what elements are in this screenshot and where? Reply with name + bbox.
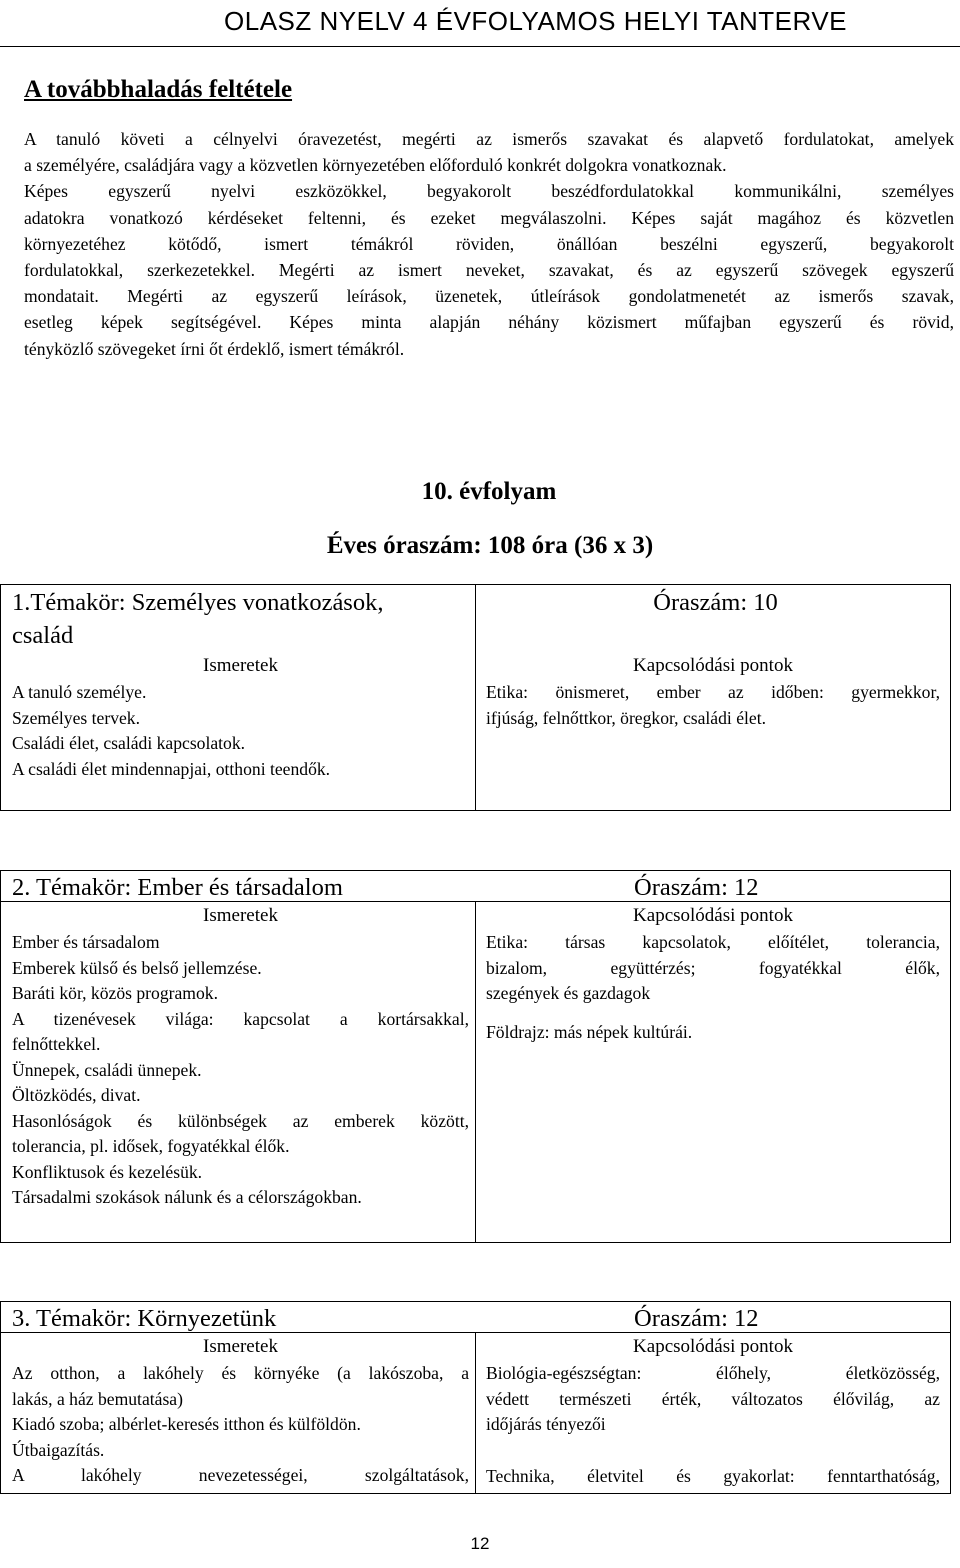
list-item: Kiadó szoba; albérlet-keresés itthon és külföldön. xyxy=(12,1414,361,1434)
list-item: Etika: társas kapcsolatok, előítélet, tolerancia, xyxy=(486,932,940,952)
topic-title: család xyxy=(12,622,74,649)
list-item: Az otthon, a lakóhely és környéke (a lakószoba, a xyxy=(12,1363,469,1383)
topic-table-1 xyxy=(0,584,951,811)
list-item: Földrajz: más népek kultúrái. xyxy=(486,1021,693,1042)
list-item: Ember és társadalom xyxy=(12,932,160,952)
intro-line: esetleg képek segítségével. Képes minta alapján néhány közismert műfajban egyszerű és rövid, xyxy=(24,312,954,333)
topic-title: 1.Témakör: Személyes vonatkozások, xyxy=(12,589,384,616)
intro-line: A tanuló követi a célnyelvi óravezetést, megérti az ismerős szavakat és alapvető fordulatokat, amelyek xyxy=(24,129,954,149)
list-item: A lakóhely nevezetességei, szolgáltatások, xyxy=(12,1465,469,1485)
list-item: Hasonlóságok és különbségek az emberek között, xyxy=(12,1110,469,1131)
column-header-knowledge: Ismeretek xyxy=(203,1336,278,1357)
topic-hours-cell xyxy=(476,585,951,653)
knowledge-cell xyxy=(1,1333,476,1494)
column-header-connections: Kapcsolódási pontok xyxy=(633,1336,793,1357)
page-header xyxy=(0,0,960,47)
topic-title-cell xyxy=(1,585,476,653)
topic-table-2 xyxy=(0,870,951,1243)
list-item: felnőttekkel. xyxy=(12,1034,101,1054)
topic-title: 3. Témakör: Környezetünk xyxy=(12,1305,277,1332)
list-item: lakás, a ház bemutatása) xyxy=(12,1388,183,1409)
list-item: időjárás tényezői xyxy=(486,1414,606,1434)
column-header-connections: Kapcsolódási pontok xyxy=(633,655,793,676)
list-item: Családi élet, családi kapcsolatok. xyxy=(12,733,246,753)
grade-annual-hours: Éves óraszám: 108 óra (36 x 3) xyxy=(326,532,654,559)
topic-table-3 xyxy=(0,1301,951,1494)
intro-line: Képes egyszerű nyelvi eszközökkel, begyakorolt beszédfordulatokkal kommunikálni, személyes xyxy=(24,181,954,202)
list-item: Személyes tervek. xyxy=(12,707,140,728)
list-item: Konfliktusok és kezelésük. xyxy=(12,1161,203,1182)
intro-line: a személyére, családjára vagy a közvetlen környezetében előforduló konkrét dolgokra vonatkoznak. xyxy=(24,155,727,176)
list-item: Baráti kör, közös programok. xyxy=(12,983,218,1003)
connections-cell xyxy=(476,1333,951,1494)
intro-line: adatokra vonatkozó kérdéseket feltenni, és ezeket megválaszolni. Képes saját magához és közvetlen xyxy=(24,207,954,228)
list-item: védett természeti érték, változatos élővilág, az xyxy=(486,1388,940,1409)
topic-hours: Óraszám: 12 xyxy=(634,1305,759,1332)
list-item: Emberek külső és belső jellemzése. xyxy=(12,957,262,978)
intro-line: környezetéhez kötődő, ismert témákról röviden, önállóan beszélni egyszerű, begyakorolt xyxy=(24,233,954,254)
grade-year: 10. évfolyam xyxy=(421,478,557,505)
intro-line: mondatait. Megérti az egyszerű leírások, üzenetek, útleírások gondolatmenetét az ismerős szavak, xyxy=(24,286,954,307)
list-item: tolerancia, pl. idősek, fogyatékkal élők. xyxy=(12,1136,290,1156)
intro-line: tényközlő szövegeket írni őt érdeklő, ismert témákról. xyxy=(24,338,405,359)
topic-hours: Óraszám: 12 xyxy=(634,874,759,901)
list-item: bizalom, együttérzés; fogyatékkal élők, xyxy=(486,957,940,978)
list-item: Öltözködés, divat. xyxy=(12,1085,141,1105)
intro-line: fordulatokkal, szerkezetekkel. Megérti az ismert neveket, szavakat, és az egyszerű szövegek egyszerű xyxy=(24,260,954,281)
topic-title-row xyxy=(1,1302,951,1333)
topic-title: 2. Témakör: Ember és társadalom xyxy=(12,874,343,901)
list-item: Biológia-egészségtan: élőhely, életközösség, xyxy=(486,1363,940,1383)
list-item: A tizenévesek világa: kapcsolat a kortársakkal, xyxy=(12,1008,469,1029)
list-item: szegények és gazdagok xyxy=(486,983,651,1003)
topic-title-row xyxy=(1,871,951,902)
column-header-knowledge: Ismeretek xyxy=(203,905,278,926)
section-heading: A továbbhaladás feltétele xyxy=(24,76,293,103)
list-item: Etika: önismeret, ember az időben: gyermekkor, xyxy=(486,682,940,702)
list-item: Ünnepek, családi ünnepek. xyxy=(12,1059,202,1080)
document-title: OLASZ NYELV 4 ÉVFOLYAMOS HELYI TANTERVE xyxy=(224,6,847,36)
list-item: Útbaigazítás. xyxy=(12,1439,105,1460)
list-item: Társadalmi szokások nálunk és a célországokban. xyxy=(12,1187,362,1207)
connections-cell xyxy=(476,902,951,1243)
column-header-connections: Kapcsolódási pontok xyxy=(633,905,793,926)
knowledge-cell xyxy=(1,652,476,811)
column-header-knowledge: Ismeretek xyxy=(203,655,278,676)
list-item: Technika, életvitel és gyakorlat: fenntarthatóság, xyxy=(486,1465,940,1486)
topic-hours: Óraszám: 10 xyxy=(653,589,778,616)
list-item: A tanuló személye. xyxy=(12,682,147,702)
page-number: 12 xyxy=(470,1534,490,1553)
list-item: ifjúság, felnőttkor, öregkor, családi élet. xyxy=(486,707,766,728)
list-item: A családi élet mindennapjai, otthoni teendők. xyxy=(12,758,331,779)
knowledge-cell xyxy=(1,902,476,1243)
intro-paragraph xyxy=(24,126,954,362)
connections-cell xyxy=(476,652,951,811)
